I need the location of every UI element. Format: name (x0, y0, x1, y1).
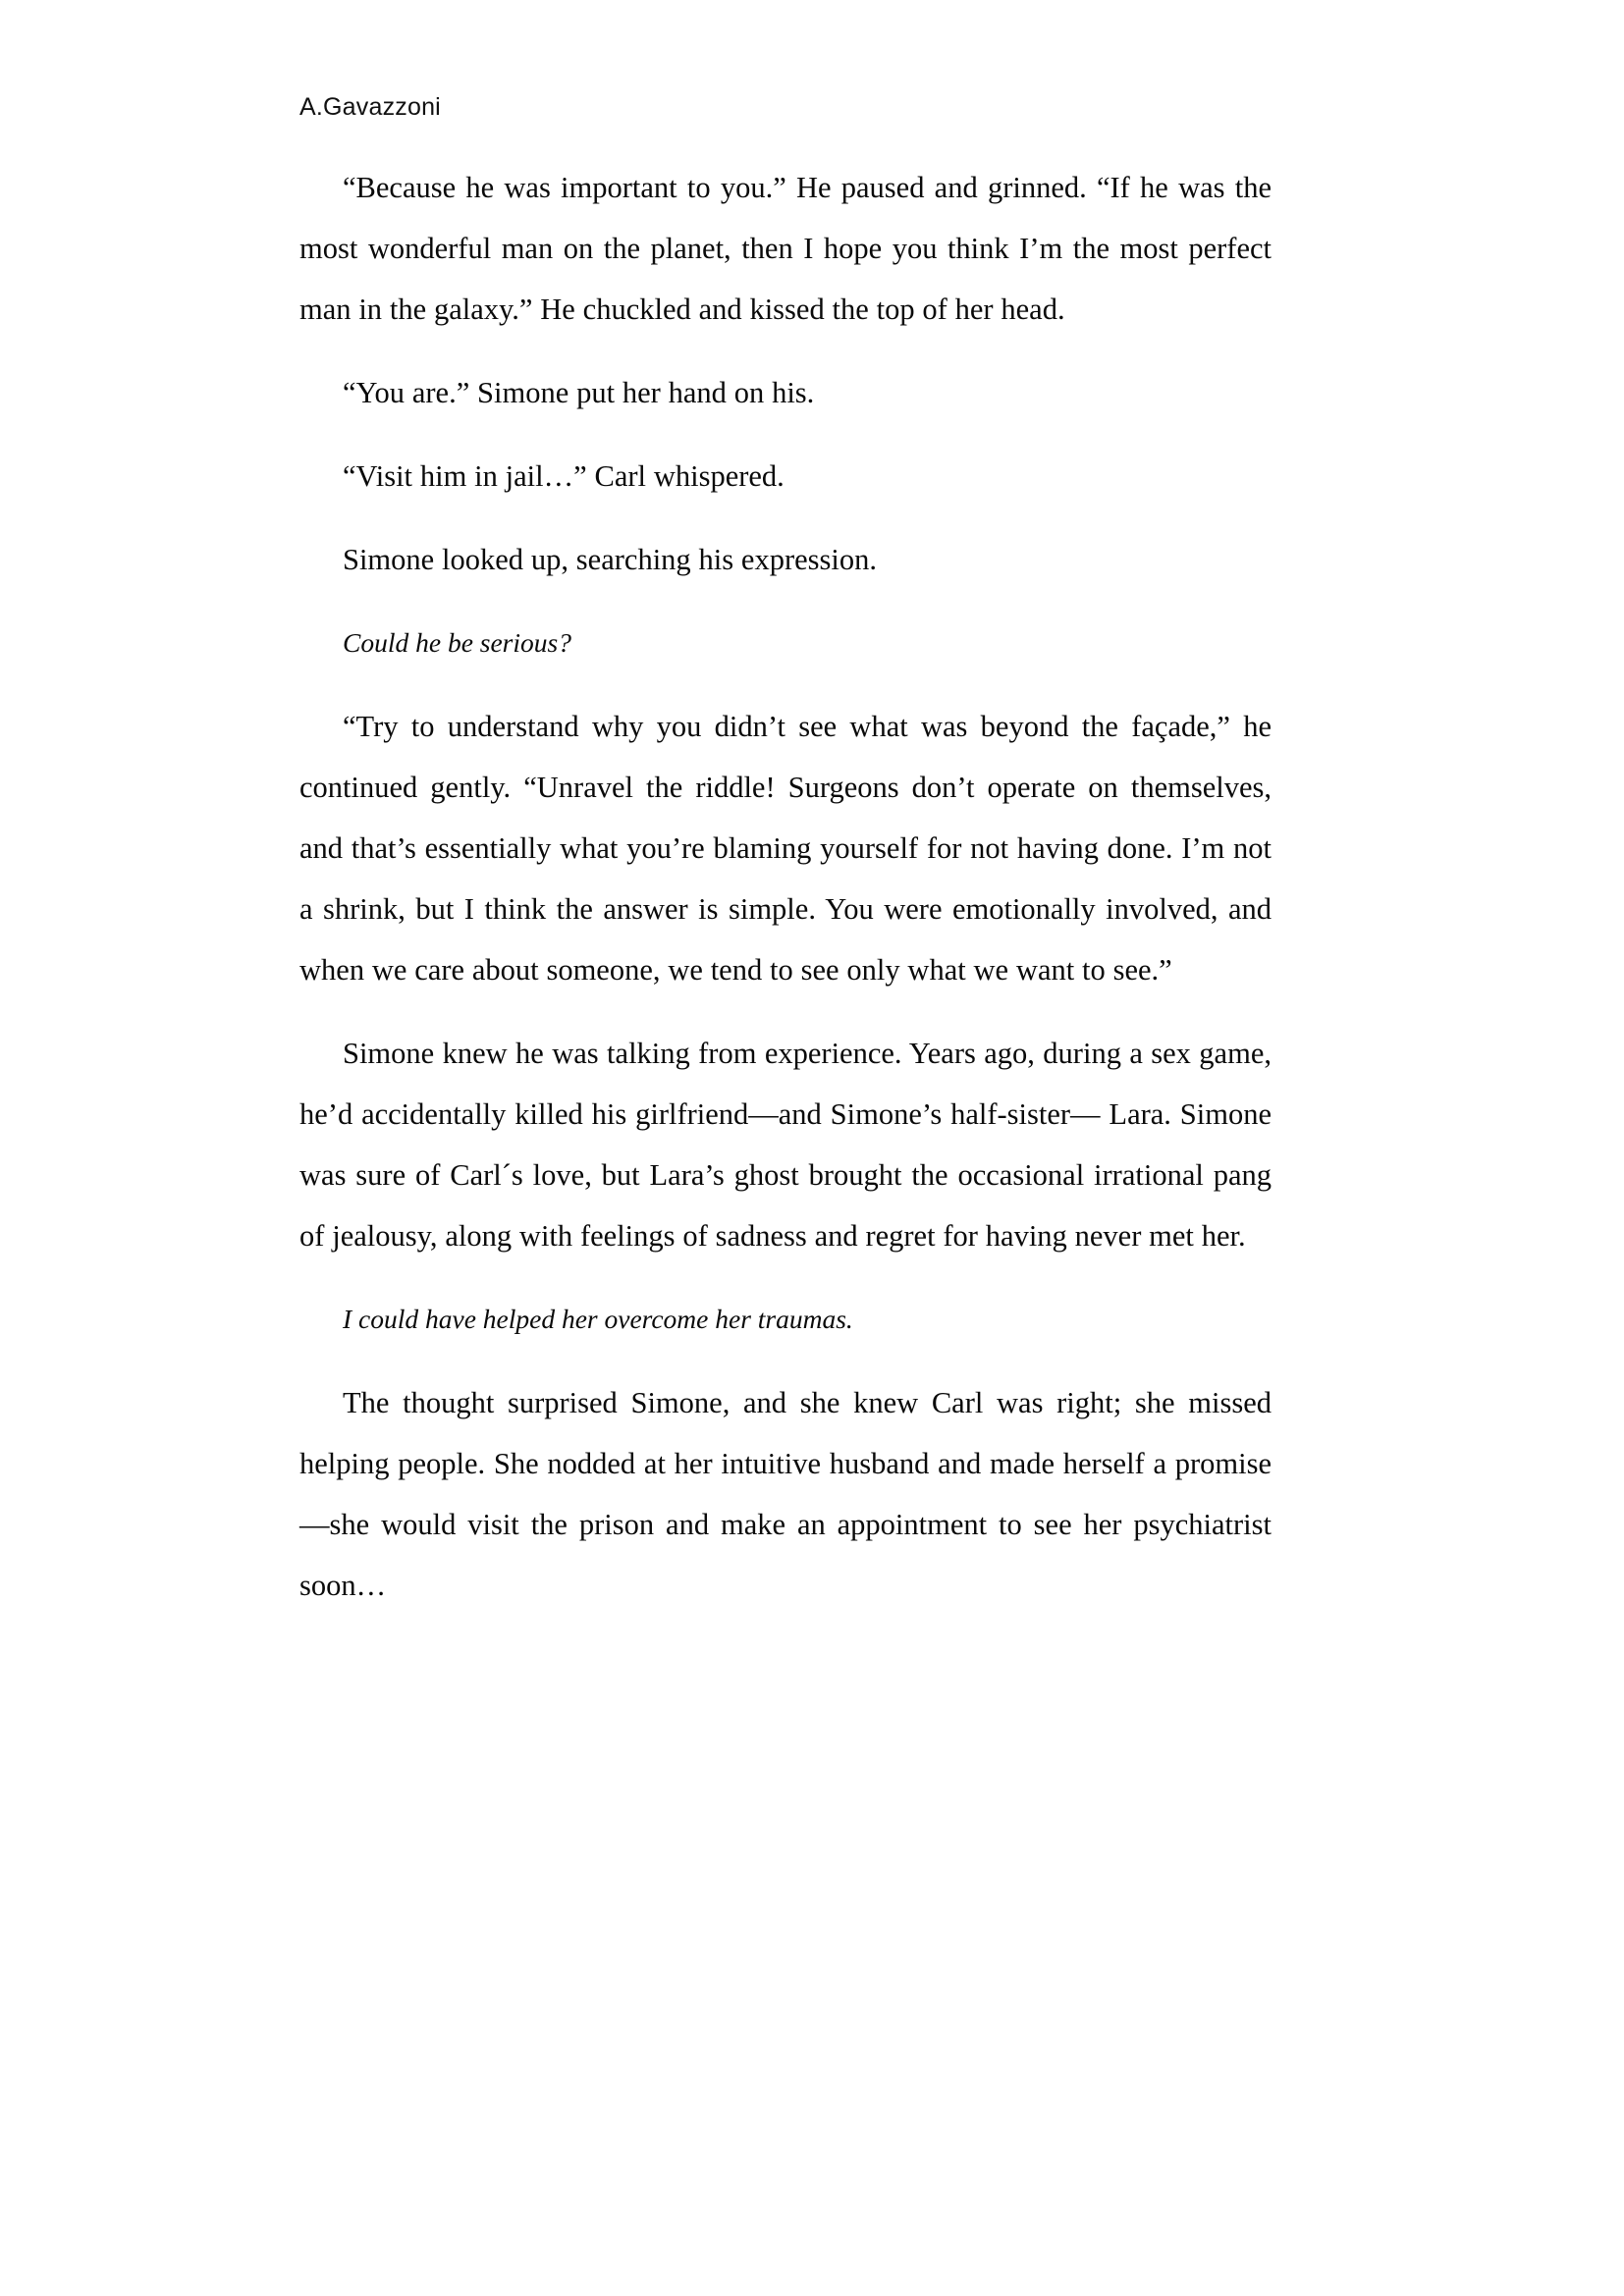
body-paragraph: Simone looked up, searching his expression. (343, 543, 877, 576)
body-paragraph: “You are.” Simone put her hand on his. (343, 376, 815, 409)
body-paragraph: “Because he was important to you.” He paused and grinned. “If he was the most wonderful man on the planet, then I hope you think I’m the most perfect man in the galaxy.” He chuckled and kissed the top of her head. (299, 171, 1272, 326)
body-paragraph: Simone knew he was talking from experience. Years ago, during a sex game, he’d accidentally killed his girlfriend—and Simone’s half-sister— Lara. Simone was sure of Carl´s love, but Lara’s ghost brought the occasional irrational pang of jealousy, along with feelings of sadness and regret for having never met her. (299, 1037, 1272, 1253)
running-head-author: A.Gavazzoni (299, 93, 441, 121)
inner-thought-paragraph: I could have helped her overcome her traumas. (343, 1304, 853, 1334)
inner-thought-paragraph: Could he be serious? (343, 627, 571, 658)
body-text-column (299, 157, 1272, 1616)
body-paragraph: “Try to understand why you didn’t see what was beyond the façade,” he continued gently. “Unravel the riddle! Surgeons don’t operate on themselves, and that’s essentially what you’re blaming yourself for not having done. I’m not a shrink, but I think the answer is simple. You were emotionally involved, and when we care about someone, we tend to see only what we want to see.” (299, 710, 1272, 987)
body-paragraph: “Visit him in jail…” Carl whispered. (343, 459, 785, 493)
body-paragraph: The thought surprised Simone, and she knew Carl was right; she missed helping people. She nodded at her intuitive husband and made herself a promise—she would visit the prison and make an appointment to see her psychiatrist soon… (299, 1386, 1272, 1602)
